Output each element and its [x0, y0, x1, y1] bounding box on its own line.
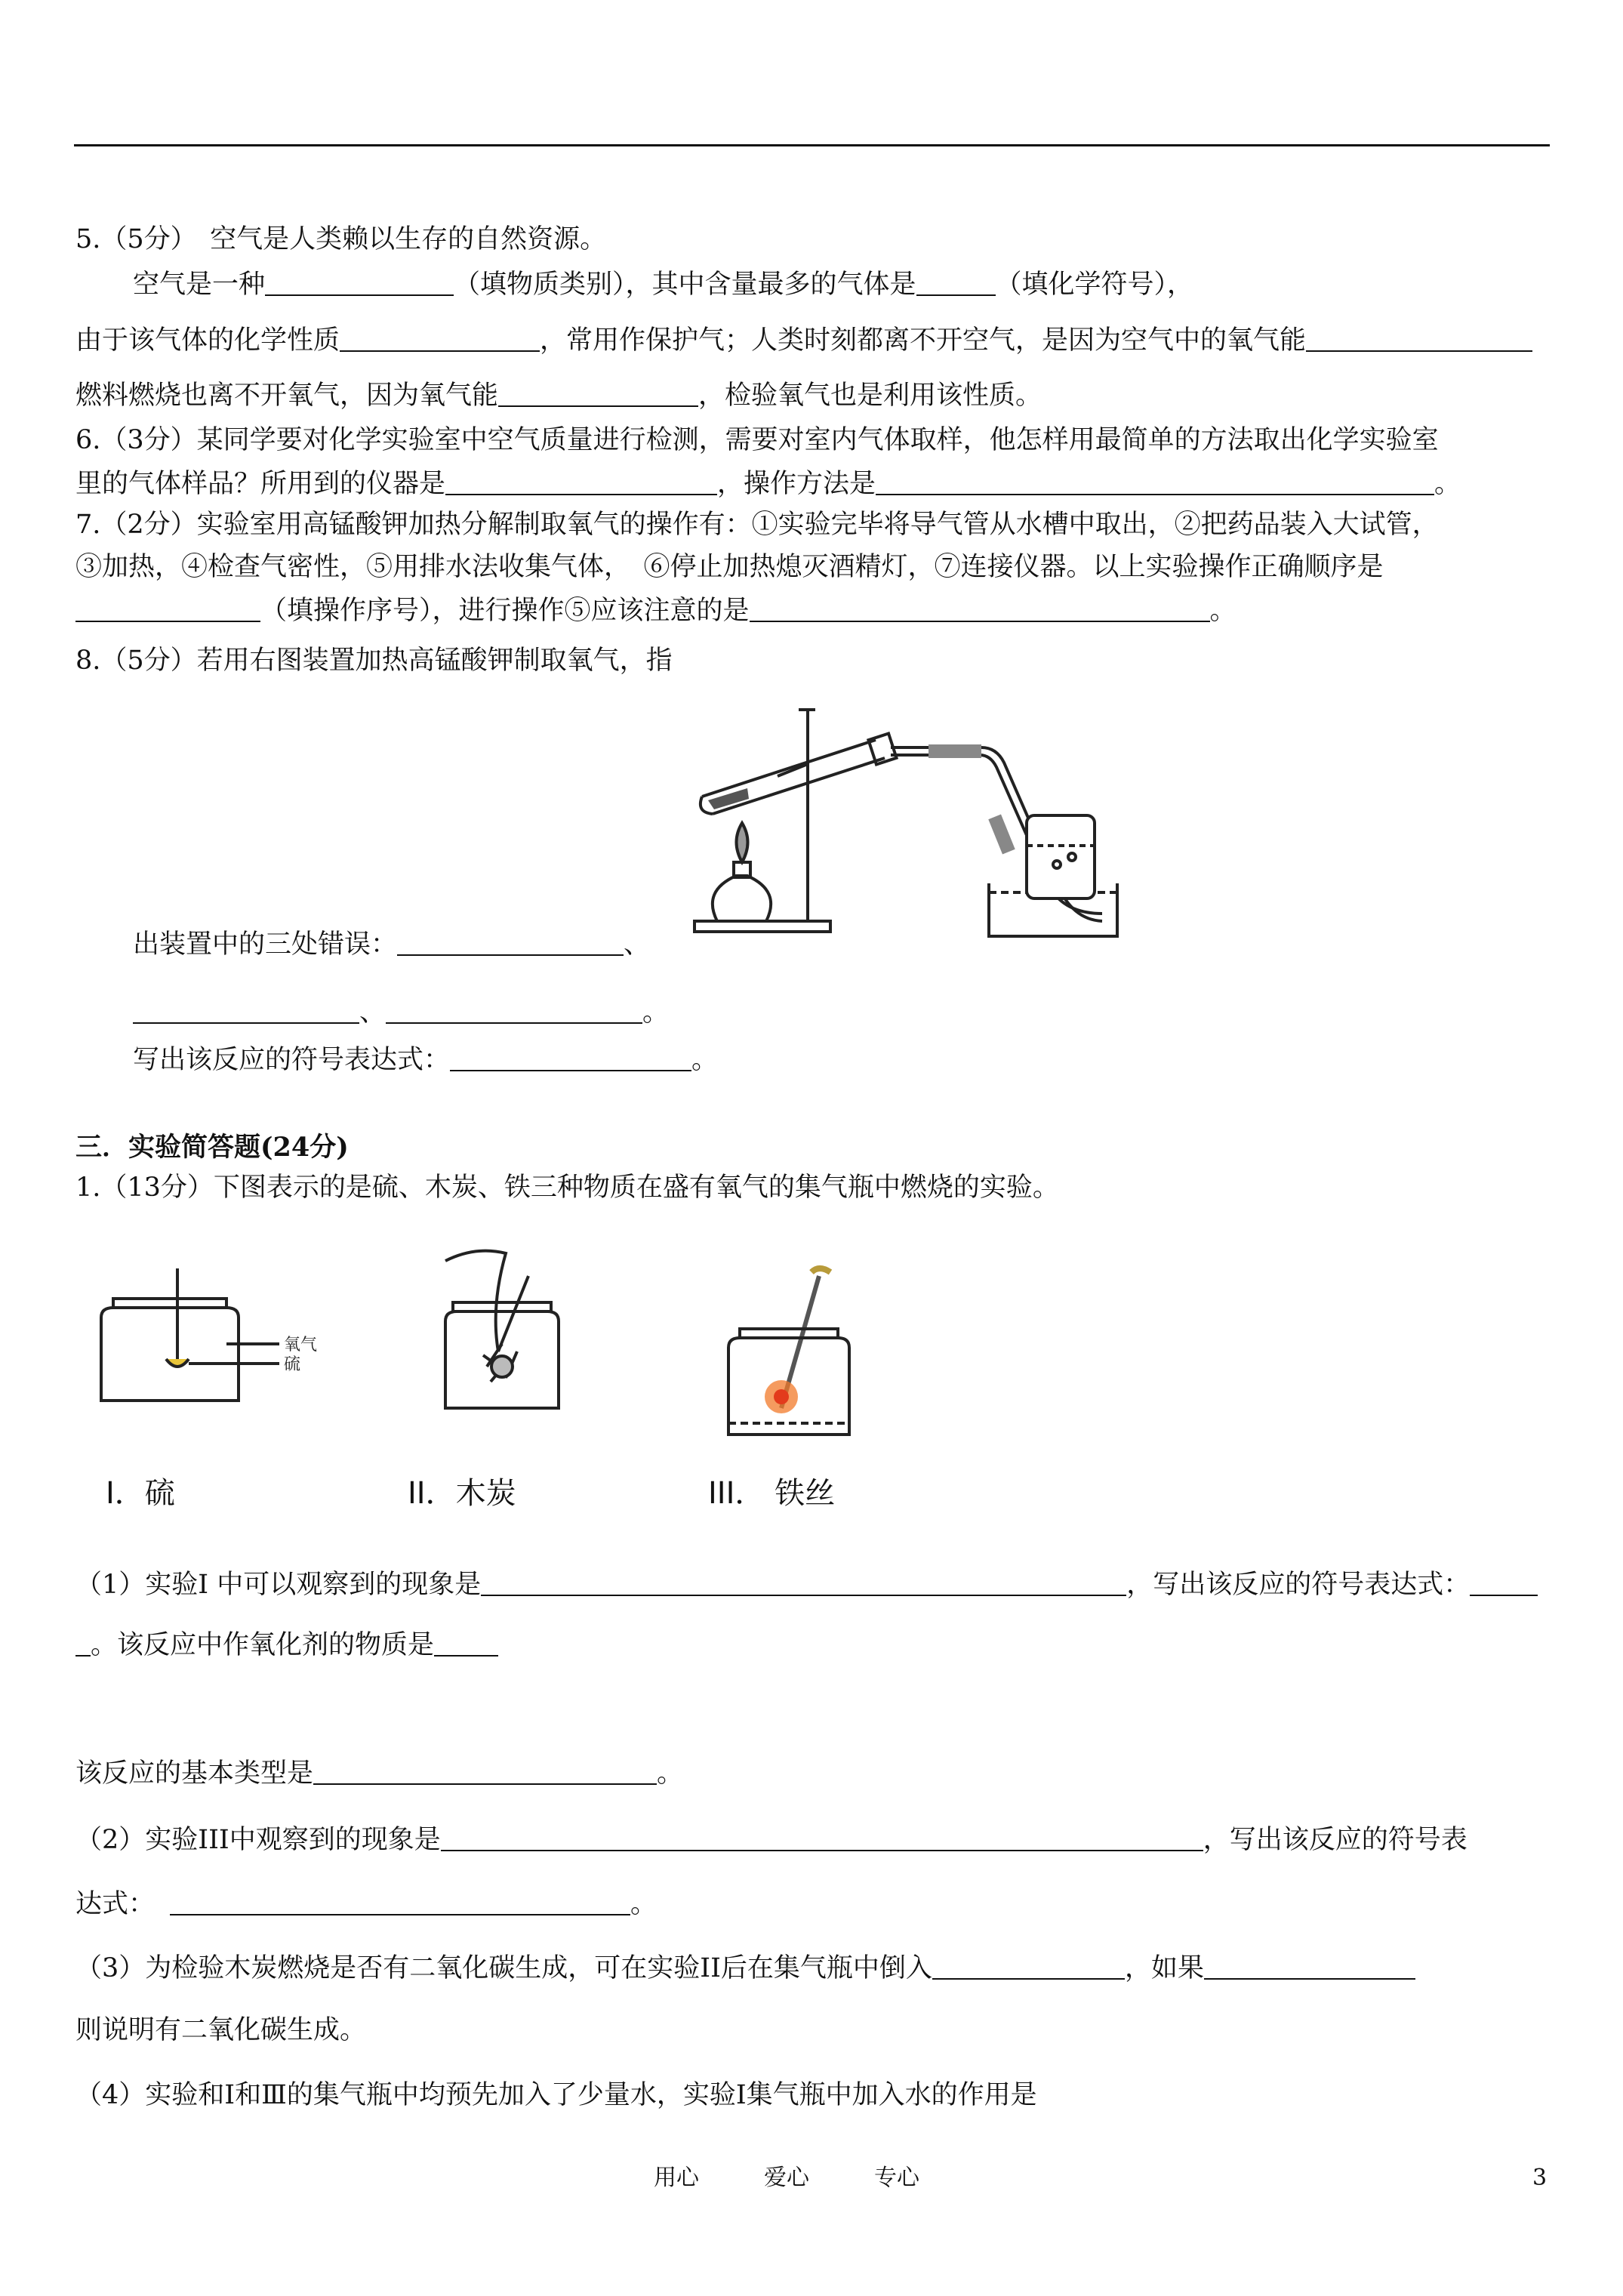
- q5-text: 空气是一种: [133, 270, 266, 300]
- flame-icon: [774, 1389, 789, 1404]
- q6-text: 。: [1434, 469, 1461, 499]
- sulfur-label: 硫: [284, 1355, 301, 1374]
- answer-blank[interactable]: [441, 1826, 1203, 1851]
- answer-blank[interactable]: [386, 998, 642, 1024]
- answer-blank[interactable]: [498, 381, 698, 407]
- q7-text: （填操作序号），进行操作⑤应该注意的是: [260, 596, 750, 626]
- answer-blank[interactable]: [434, 1631, 498, 1657]
- q8-line3: [133, 998, 669, 1026]
- part-text: 。: [630, 1889, 658, 1919]
- answer-blank[interactable]: [1470, 1570, 1538, 1596]
- q8-text: 。: [691, 1045, 719, 1075]
- header-rule: [74, 144, 1550, 146]
- answer-blank[interactable]: [340, 326, 540, 352]
- caption-sulfur: I．硫: [106, 1476, 175, 1511]
- q5-text: ，检验氧气也是利用该性质。: [698, 381, 1042, 411]
- s3q1-intro: 1.（13分）下图表示的是硫、木炭、铁三种物质在盛有氧气的集气瓶中燃烧的实验。: [75, 1173, 1059, 1203]
- oxygen-label: 氧气: [284, 1336, 318, 1354]
- jar-sulfur-figure: [91, 1284, 332, 1404]
- part-text: 达式：: [75, 1889, 156, 1919]
- answer-blank[interactable]: [932, 1954, 1125, 1980]
- section-title: 三．实验简答题(24分): [75, 1132, 349, 1163]
- q6-text: ，操作方法是: [717, 469, 876, 499]
- part-text: （1）实验Ⅰ 中可以观察到的现象是: [75, 1570, 482, 1600]
- part-text: （2）实验III中观察到的现象是: [75, 1825, 441, 1855]
- q7-line2: ③加热，④检查气密性，⑤用排水法收集气体， ⑥停止加热熄灭酒精灯，⑦连接仪器。以上实验操作正确顺序是: [75, 552, 1384, 582]
- s3q1-part1-line2: [75, 1631, 498, 1659]
- answer-blank[interactable]: [170, 1890, 630, 1915]
- q8-text: 写出该反应的符号表达式：: [133, 1045, 451, 1075]
- q5-heading: 5.（5分） 空气是人类赖以生存的自然资源。: [75, 224, 607, 254]
- answer-blank[interactable]: [450, 1046, 691, 1071]
- q5-line3: [75, 381, 1042, 409]
- jar-charcoal-figure: [438, 1246, 589, 1412]
- q6-text: 里的气体样品？所用到的仪器是: [75, 469, 446, 499]
- s3q1-part2-line2: [75, 1890, 657, 1918]
- q8-line1: 8.（5分）若用右图装置加热高锰酸钾制取氧气，指: [75, 646, 673, 676]
- caption-charcoal: II．木炭: [408, 1476, 516, 1511]
- footer-word: 专心: [874, 2165, 919, 2191]
- q8-text: 、: [359, 997, 387, 1028]
- q8-line2: [133, 930, 650, 958]
- q8-line4: [133, 1046, 718, 1074]
- q5-text: ，常用作保护气；人类时刻都离不开空气，是因为空气中的氧气能: [540, 325, 1307, 356]
- answer-blank[interactable]: [265, 270, 454, 296]
- q8-text: 。: [642, 997, 670, 1028]
- part-text: 。: [657, 1758, 684, 1789]
- answer-blank[interactable]: [916, 270, 996, 296]
- answer-blank[interactable]: [397, 930, 624, 956]
- answer-blank[interactable]: [481, 1570, 1126, 1596]
- part-text: 该反应的基本类型是: [75, 1758, 314, 1789]
- q6-line1: 6.（3分）某同学要对化学实验室中空气质量进行检测，需要对室内气体取样，他怎样用最简单的方法取出化学实验室: [75, 425, 1439, 455]
- q5-text: （填物质类别），其中含量最多的气体是: [454, 270, 916, 300]
- apparatus-figure: [664, 695, 1117, 936]
- part-text: ，写出该反应的符号表达式：: [1126, 1570, 1471, 1600]
- s3q1-part1-line3: [75, 1759, 683, 1787]
- q8-text: 出装置中的三处错误：: [133, 929, 398, 960]
- footer-word: 用心: [654, 2165, 699, 2191]
- answer-blank[interactable]: [445, 470, 717, 495]
- answer-blank[interactable]: [313, 1759, 657, 1785]
- answer-blank[interactable]: [750, 596, 1210, 622]
- q7-line3: [75, 596, 1236, 624]
- caption-iron: III． 铁丝: [708, 1476, 836, 1511]
- q5-text: 燃料燃烧也离不开氧气，因为氧气能: [75, 381, 499, 411]
- answer-blank[interactable]: [75, 1631, 91, 1657]
- part-text: （3）为检验木炭燃烧是否有二氧化碳生成，可在实验II后在集气瓶中倒入: [75, 1953, 932, 1983]
- part-text: 。该反应中作氧化剂的物质是: [91, 1630, 435, 1660]
- s3q1-part2-line1: [75, 1826, 1467, 1854]
- q7-text: 。: [1209, 596, 1236, 626]
- q5-text: 由于该气体的化学性质: [75, 325, 340, 356]
- answer-blank[interactable]: [1204, 1954, 1415, 1980]
- page-number: 3: [1532, 2165, 1548, 2191]
- q8-text: 、: [624, 929, 651, 960]
- q6-line2: [75, 470, 1461, 498]
- s3q1-part3-line2: 则说明有二氧化碳生成。: [75, 2015, 367, 2045]
- answer-blank[interactable]: [75, 596, 260, 622]
- part-text: ，如果: [1124, 1953, 1204, 1983]
- s3q1-part4: （4）实验和Ⅰ和Ⅲ的集气瓶中均预先加入了少量水，实验Ⅰ集气瓶中加入水的作用是: [75, 2080, 1037, 2110]
- q5-line2: [75, 326, 1532, 354]
- s3q1-part3-line1: [75, 1954, 1415, 1982]
- jar-iron-figure: [721, 1265, 887, 1438]
- q7-line1: 7.（2分）实验室用高锰酸钾加热分解制取氧气的操作有：①实验完毕将导气管从水槽中取出，②把药品装入大试管，: [75, 510, 1439, 540]
- answer-blank[interactable]: [1306, 326, 1532, 352]
- footer-word: 爱心: [764, 2165, 809, 2191]
- s3q1-part1-line1: [75, 1570, 1538, 1598]
- answer-blank[interactable]: [876, 470, 1434, 495]
- q5-line1: [133, 270, 1193, 298]
- q5-text: （填化学符号），: [995, 270, 1194, 300]
- part-text: ，写出该反应的符号表: [1203, 1825, 1467, 1855]
- answer-blank[interactable]: [133, 998, 359, 1024]
